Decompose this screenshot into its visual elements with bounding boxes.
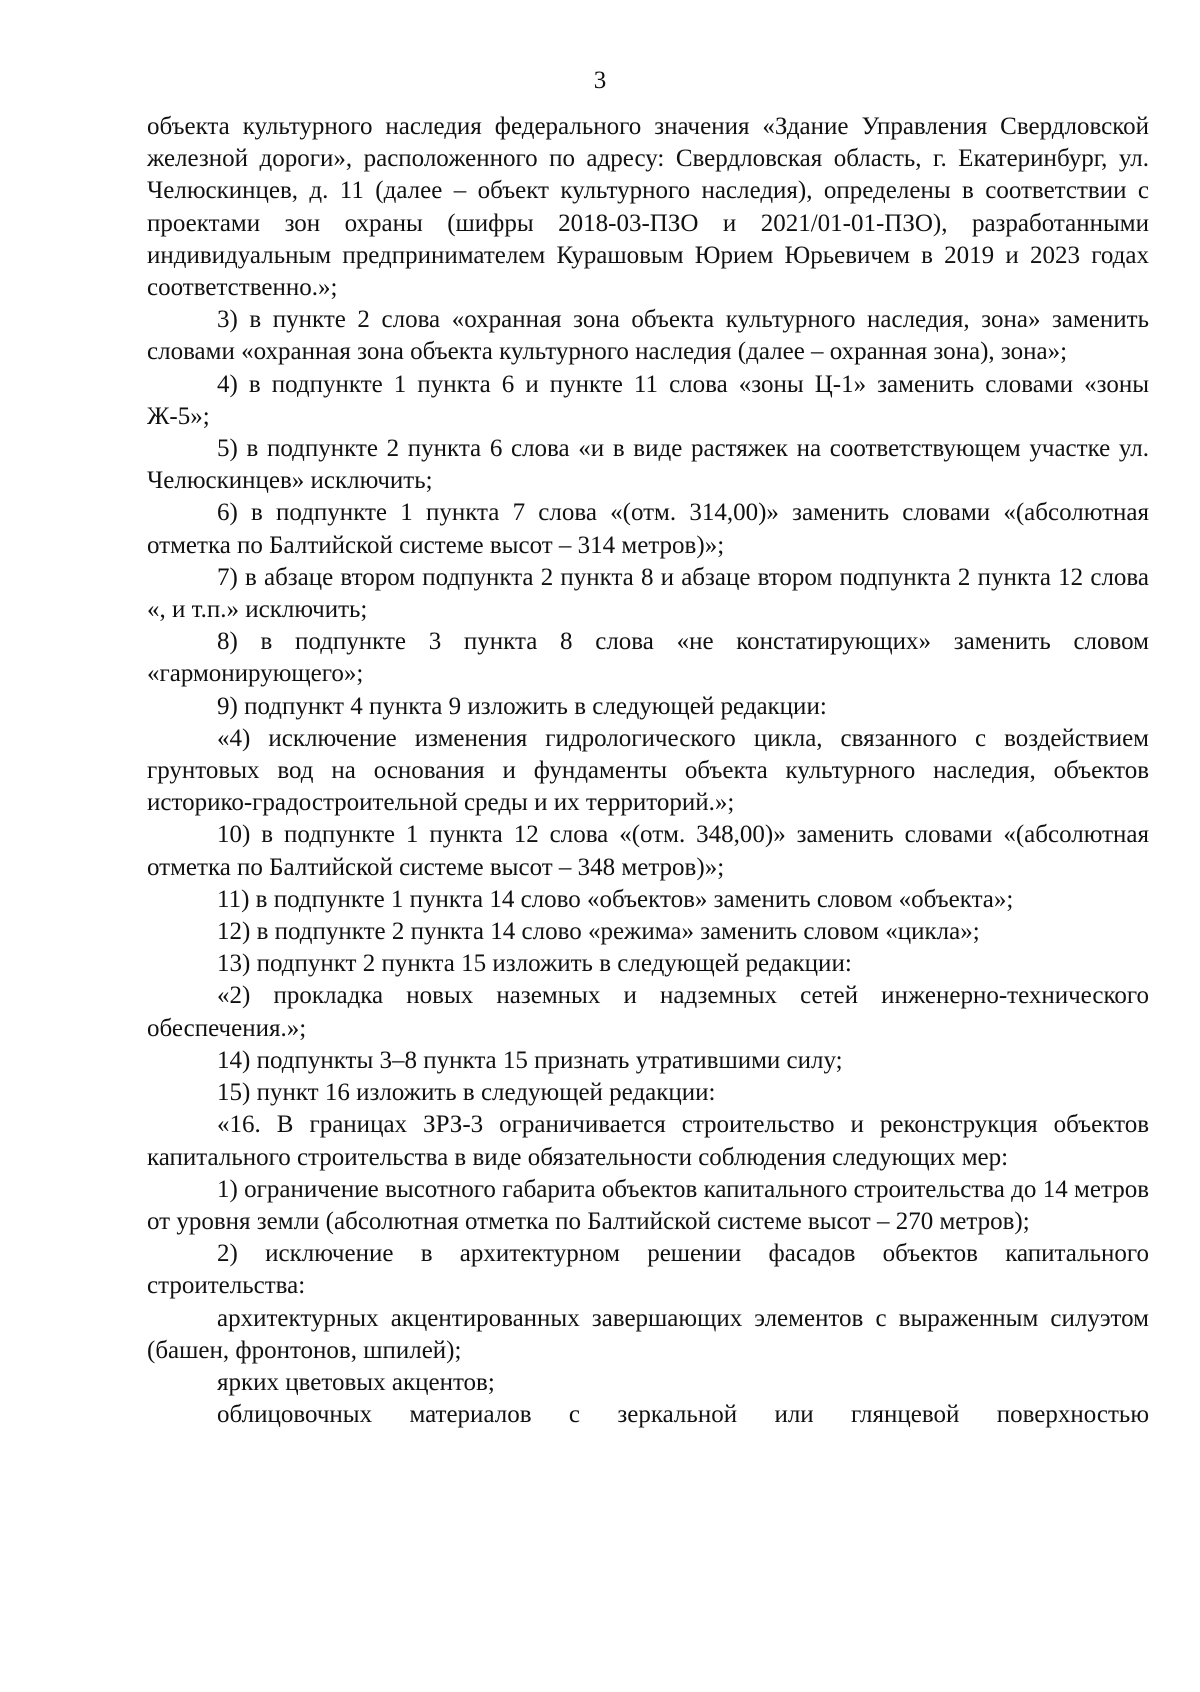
paragraph: ярких цветовых акцентов; [217, 1368, 495, 1396]
paragraph: 12) в подпункте 2 пункта 14 слово «режима» заменить словом «цикла»; [217, 918, 980, 946]
paragraph: 8) в подпункте 3 пункта 8 слова «не констатирующих» заменить словом «гармонирующего»; [147, 628, 1149, 688]
paragraph: 9) подпункт 4 пункта 9 изложить в следующей редакции: [217, 692, 827, 720]
paragraph: «2) прокладка новых наземных и надземных сетей инженерно-технического обеспечения.»; [147, 982, 1149, 1042]
paragraph: «4) исключение изменения гидрологического цикла, связанного с воздействием грунтовых вод на основания и фундаменты объекта культурного наследия, объектов историко-градостроительной среды и их территорий.»; [147, 724, 1149, 817]
paragraph: архитектурных акцентированных завершающих элементов с выраженным силуэтом (башен, фронтонов, шпилей); [147, 1304, 1149, 1364]
paragraph: 13) подпункт 2 пункта 15 изложить в следующей редакции: [217, 950, 852, 978]
document-body [147, 111, 1149, 1431]
paragraph: 15) пункт 16 изложить в следующей редакции: [217, 1079, 716, 1107]
paragraph: 11) в подпункте 1 пункта 14 слово «объектов» заменить словом «объекта»; [217, 885, 1014, 913]
paragraph: объекта культурного наследия федерального значения «Здание Управления Свердловской железной дороги», расположенного по адресу: Свердловская область, г. Екатеринбург, ул. Челюскинцев, д. 11 (далее – объект культурного наследия), определены в соответствии с проектами зон охраны (шифры 2018-03-ПЗО и 2021/01-01-ПЗО), разработанными индивидуальным предпринимателем Курашовым Юрием Юрьевичем в 2019 и 2023 годах соответственно.»; [147, 113, 1149, 302]
paragraph: 10) в подпункте 1 пункта 12 слова «(отм. 348,00)» заменить словами «(абсолютная отметка по Балтийской системе высот – 348 метров)»; [147, 821, 1149, 881]
paragraph: «16. В границах ЗРЗ-3 ограничивается строительство и реконструкция объектов капитального строительства в виде обязательности соблюдения следующих мер: [147, 1111, 1149, 1171]
paragraph: 7) в абзаце втором подпункта 2 пункта 8 и абзаце втором подпункта 2 пункта 12 слова «, и т.п.» исключить; [147, 563, 1149, 624]
paragraph: 6) в подпункте 1 пункта 7 слова «(отм. 314,00)» заменить словами «(абсолютная отметка по Балтийской системе высот – 314 метров)»; [147, 499, 1149, 559]
paragraph: 4) в подпункте 1 пункта 6 и пункте 11 слова «зоны Ц-1» заменить словами «зоны Ж-5»; [147, 370, 1149, 430]
paragraph: 1) ограничение высотного габарита объектов капитального строительства до 14 метров от уровня земли (абсолютная отметка по Балтийской системе высот – 270 метров); [147, 1175, 1149, 1235]
paragraph: облицовочных материалов с зеркальной или глянцевой поверхностью [217, 1401, 1149, 1429]
paragraph: 3) в пункте 2 слова «охранная зона объекта культурного наследия, зона» заменить словами «охранная зона объекта культурного наследия (далее – охранная зона), зона»; [147, 306, 1149, 366]
page-number: 3 [593, 67, 607, 94]
paragraph: 14) подпункты 3–8 пункта 15 признать утратившими силу; [217, 1046, 843, 1074]
paragraph: 5) в подпункте 2 пункта 6 слова «и в виде растяжек на соответствующем участке ул. Челюскинцев» исключить; [147, 435, 1149, 495]
paragraph: 2) исключение в архитектурном решении фасадов объектов капитального строительства: [147, 1240, 1149, 1300]
